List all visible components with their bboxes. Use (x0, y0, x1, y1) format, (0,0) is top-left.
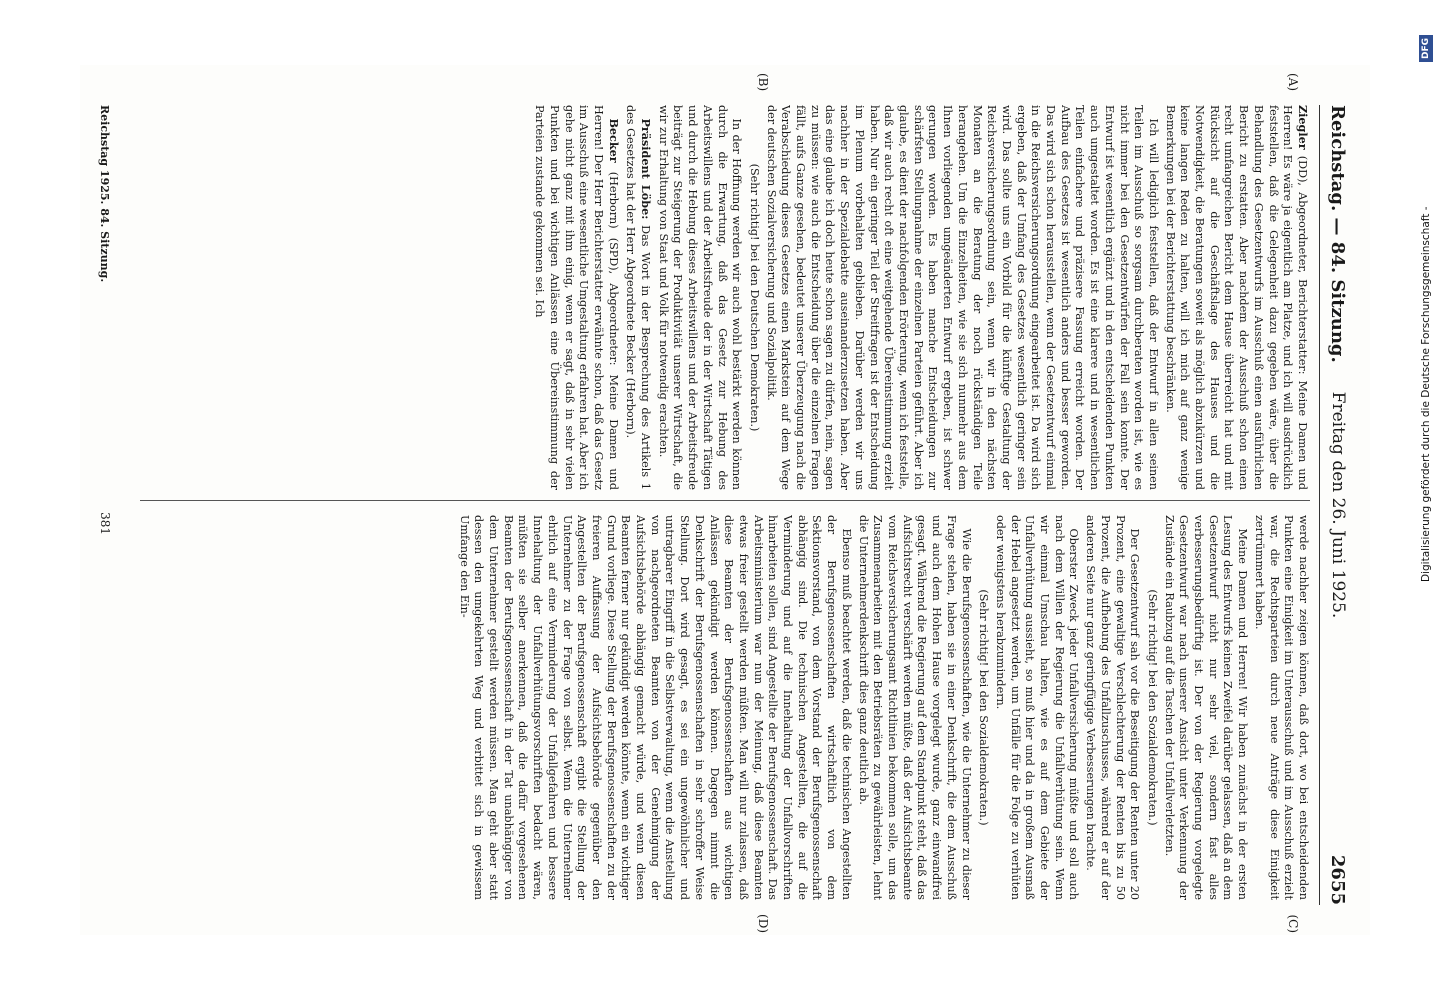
margin-letter-d: (D) (756, 914, 770, 933)
paragraph: Ziegler (DD), Abgeordneter, Berichterstatter: Meine Damen und Herren! Es wäre ja eigentlich am Platze, und ich will ausdrücklich feststellen, daß die Gelegenheit dazu gegeben wäre, über die Behandlung des Gesetzentwurfs im Ausschuß einen ausführlichen Bericht zu erstatten. Aber nachdem der Ausschuß schon einen recht umfangreichen Bericht dem Hause überreicht hat und mit Rücksicht auf die Geschäftslage des Hauses und die Notwendigkeit, die Beratungen soweit als möglich abzukürzen und keine langen Reden zu halten, will ich mich auf ganz wenige Bemerkungen bei der Berichterstattung beschränken. (1163, 105, 1310, 490)
speaker-name: Ziegler (1296, 105, 1310, 150)
speaker-name: Becker (606, 118, 621, 163)
margin-letter-b: (B) (756, 73, 770, 92)
left-column (140, 105, 1310, 490)
paragraph: Ebenso muß beachtet werden, daß die technischen Angestellten der Berufsgenossenschaften wirtschaftlich von dem Sektionsvorstand, von dem Vorstand der Berufsgenossenschaft abhängig sind. Die technischen Angestellten, die auf die Verminderung und auf die Innehaltung der Unfallvorschriften hinarbeiten sollen, sind Angestellte der Berufsgenossenschaft. Das Arbeitsministerium war nun der Meinung, daß diese Beamten etwas freier gestellt werden müßten. Man will nur zulassen, daß diese Beamten der Berufsgenossenschaften aus wichtigen Anlässen gekündigt werden können. Dagegen nimmt die Denkschrift der Berufsgenossenschaften in sehr schroffer Weise Stellung. Dort wird gesagt, es sei ein ungewöhnlicher und untragbarer Eingriff in die Selbstverwaltung, wenn die Anstellung von nachgeordneten Beamten von der Genehmigung der Aufsichtsbehörde abhängig gemacht würde, und wenn diesen Beamten ferner nur gekündigt werden könnte, wenn ein wichtiger Grund vorliege. Diese Stellung der Berufsgenossenschaften zu der freieren Auffassung der Aufsichtsbehörde gegenüber den Angestellten der Berufsgenossenschaft ergibt die Stellung der Unternehmer zu der Frage von selbst. Wenn die Unternehmer ehrlich auf eine Verminderung der Unfallgefahren und bessere Innehaltung der Unfallverhütungsvorschriften bedacht wären, müßten sie selber anerkennen, daß die dafür vorgesehenen Beamten der Berufsgenossenschaft in der Tat unabhängiger von dem Unternehmer gestellt werden müssen. Man geht aber statt dessen den umgekehrten Weg und verbittet sich in gewissem Umfange den Ein- (457, 515, 853, 900)
paragraph: Oberster Zweck jeder Unfallversicherung müßte und soll auch nach dem Willen der Regierung die Unfallverhütung sein. Wenn wir einmal Umschau halten, wie es auf dem Gebiete der Unfallverhütung aussieht, so muß hier und da in großem Ausmaß der Hebel angesetzt werden, um Unfälle für die Folge zu verhüten oder wenigstens herabzumindern. (993, 515, 1081, 900)
paragraph: Der Gesetzentwurf sah vor die Beseitigung der Renten unter 20 Prozent, eine gewaltige Verschlechterung der Renten bis zu 50 Prozent, die Aufhebung des Unfallzuschusses, während er auf der anderen Seite nur ganz geringfügige Verbesserungen brachte. (1084, 515, 1142, 900)
margin-letter-c: (C) (1286, 914, 1300, 933)
paragraph: Wie die Berufsgenossenschaften, wie die Unternehmer zu dieser Frage stehen, haben sie in einer Denkschrift, die dem Ausschuß und auch dem Hohen Hause vorgelegt wurde, ganz einwandfrei gesagt. Während die Regierung auf dem Standpunkt steht, daß das Aufsichtsrecht verschärft werden müßte, daß der Aufsichtsbeamte vom Reichsversicherungsamt Richtlinien bekommen solle, um das Zusammenarbeiten mit den Betriebsräten zu gewährleisten, lehnt die Unternehmerdenkschrift dies ganz deutlich ab. (856, 515, 973, 900)
paragraph: Becker (Herborn) (SPD), Abgeordneter: Meine Damen und Herren! Der Herr Berichterstatter erwähnte schon, daß das Gesetz im Ausschuß eine wesentliche Umgestaltung erfahren hat. Aber ich gehe nicht ganz mit ihm einig, wenn er sagt, daß in sehr vielen Punkten und bei wichtigen Anlässen eine Übereinstimmung der Parteien zustande gekommen sei. Ich (533, 105, 621, 490)
funding-note-text: Digitalisierung gefördert durch die Deutsche Forschungsgemeinschaft - (1420, 206, 1432, 582)
header-page-number: 2655 (1327, 854, 1348, 905)
paragraph: Meine Damen und Herren! Wir haben zunächst in der ersten Lesung des Entwurfs keinen Zweifel darüber gelassen, daß an dem Gesetzentwurf nicht nur sehr viel, sondern fast alles verbesserungsbedürftig ist. Der von der Regierung vorgelegte Gesetzentwurf war nach unserer Ansicht unter Verkennung der Zustände ein Raubzug auf die Taschen der Unfallverletzten. (1162, 515, 1250, 900)
speaker-name: Präsident Löbe: (639, 118, 654, 220)
right-column (140, 515, 1310, 900)
margin-letter-a: (A) (1286, 73, 1300, 92)
interjection: (Sehr richtig! bei den Deutschen Demokraten.) (747, 163, 761, 432)
paragraph: In der Hoffnung werden wir auch wohl bestärkt werden können durch die Erwartung, daß das Gesetz zur Hebung des Arbeitswillens und der Arbeitsfreude der in der Wirtschaft Tätigen und durch die Hebung dieses Arbeitswillens und der Arbeitsfreude beiträgt zur Steigerung der Produktivität unserer Wirtschaft, die wir zur Erhaltung von Staat und Volk für notwendig erachten. (656, 105, 744, 490)
funding-note (1418, 8, 1434, 992)
interjection: (Sehr richtig! bei den Sozialdemokraten.) (1145, 589, 1159, 826)
dfg-logo: DFG (1419, 35, 1433, 62)
paragraph: werde nachher zeigen können, daß dort, wo bei entscheidenden Punkten eine Einigkeit im Unterausschuß und im Ausschuß erzielt war, die Rechtsparteien durch neue Anträge diese Einigkeit zertrümmert haben. (1252, 515, 1310, 900)
page-header (1319, 105, 1350, 905)
page-content (80, 65, 1370, 935)
page-signature: 381 (98, 512, 112, 535)
paragraph: Ich will lediglich feststellen, daß der Entwurf in allen seinen Teilen im Ausschuß so sorgsam durchberaten worden ist, wie es nicht immer bei den Gesetzentwürfen der Fall sein konnte. Der Entwurf ist wesentlich ergänzt und in den entscheidenden Punkten auch umgestaltet worden. Es ist eine klarere und in wesentlichen Teilen einfachere und präzisere Fassung erreicht worden. Der Aufbau des Gesetzes ist wesentlich anders und besser geworden. Das wird sich schon herausstellen, wenn der Gesetzentwurf einmal in die Reichsversicherungsordnung eingearbeitet ist. Da wird sich ergeben, daß der Umfang des Gesetzes wesentlich geringer sein wird. Das sollte uns ein Vorbild für die künftige Gestaltung der Reichsversicherungsordnung sein, wenn wir in den nächsten Monaten an die Beratung der noch rückständigen Teile herangehen. Um die Einzelheiten, wie sie sich nunmehr aus dem Ihnen vorliegenden umgeänderten Entwurf ergeben, ist schwer gerungen worden. Es haben manche Entscheidungen zur schärfsten Stellungnahme der einzelnen Parteien geführt. Aber ich glaube, es dient der nachfolgenden Erörterung, wenn ich feststelle, daß wir auch recht oft eine weitgehende Übereinstimmung erzielt haben. Nur ein geringer Teil der Streitfragen ist der Entscheidung im Plenum vorbehalten geblieben. Darüber werden wir uns nachher in der Spezialdebatte auseinanderzusetzen haben. Aber das eine glaube ich doch heute schon sagen zu dürfen, nein, sagen zu müssen: wie auch die Entscheidung über die einzelnen Fragen fällt, aufs Ganze gesehen, bedeutet unserer Überzeugung nach die Verabschiedung dieses Gesetzes einen Markstein auf dem Wege der deutschen Sozialversicherung und Sozialpolitik. (764, 105, 1160, 490)
paragraph: Präsident Löbe: Das Wort in der Besprechung des Artikels 1 des Gesetzes hat der Herr Abgeordnete Becker (Herborn). (624, 105, 654, 490)
column-divider (140, 500, 1310, 501)
header-session: Reichstag. — 84. Sitzung. (1327, 105, 1348, 363)
header-date: Freitag den 26. Juni 1925. (1328, 391, 1348, 619)
scanned-page (80, 65, 1370, 935)
page-footer: Reichstag 1925. 84. Sitzung. (98, 105, 111, 283)
interjection: (Sehr richtig! bei den Sozialdemokraten.) (977, 589, 991, 826)
